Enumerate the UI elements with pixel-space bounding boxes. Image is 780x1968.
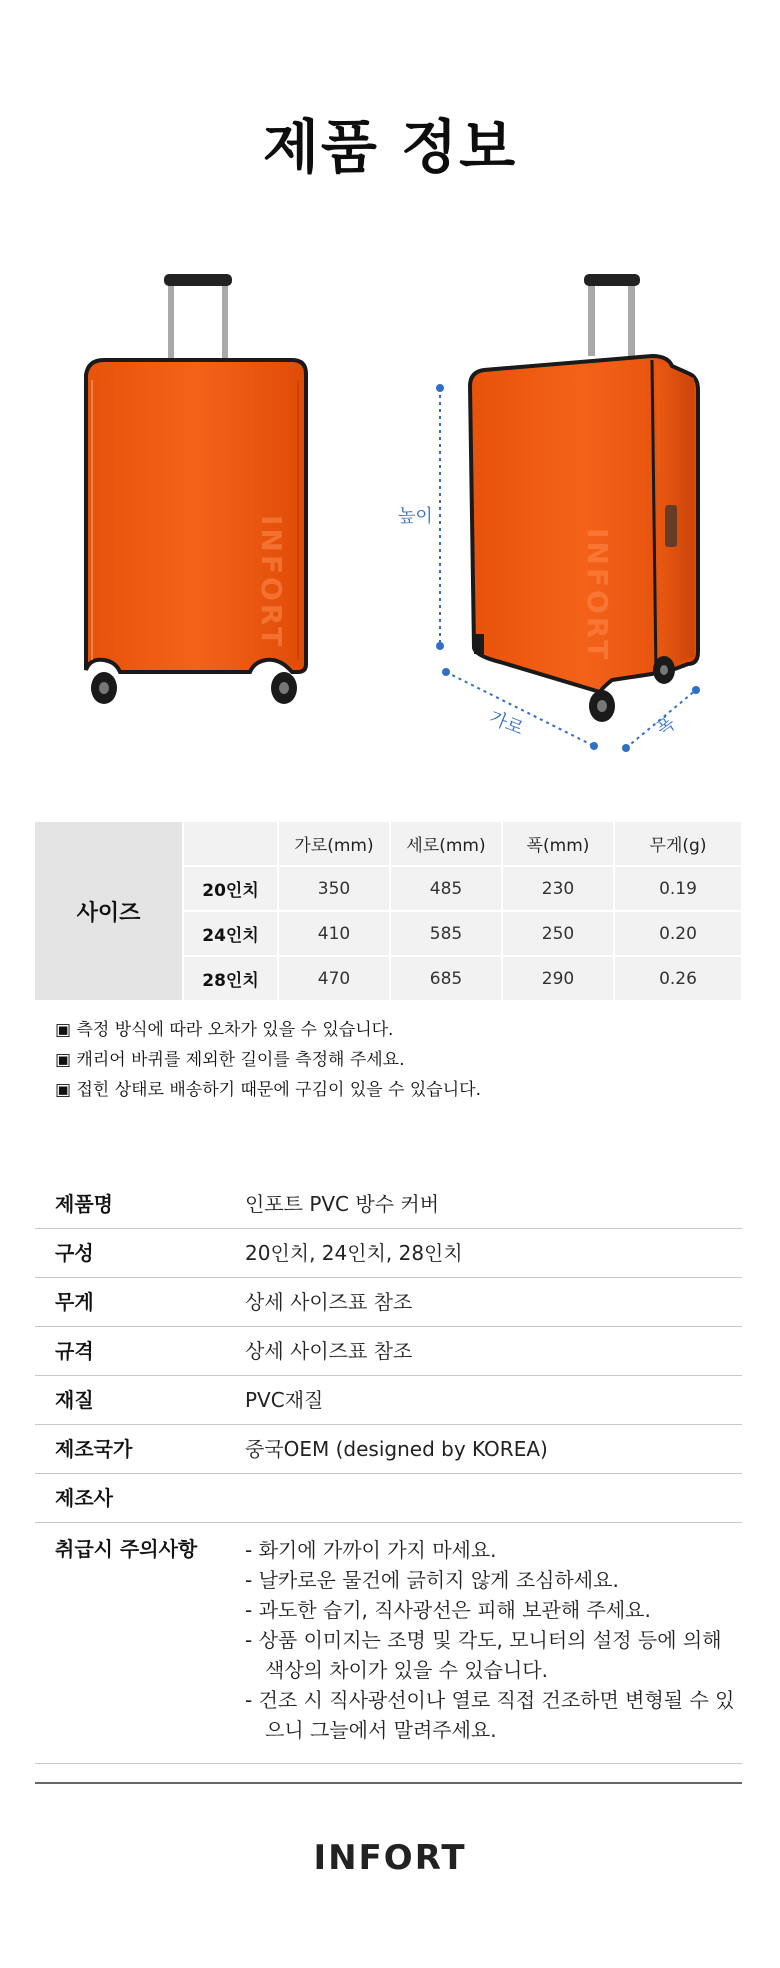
height-label: 높이 [398,506,433,527]
caution-item: - 과도한 습기, 직사광선은 피해 보관해 주세요. [245,1598,651,1622]
spec-label: 취급시 주의사항 [35,1523,245,1764]
table-cell: 250 [502,911,614,956]
page-title: 제품 정보 [262,113,518,181]
size-label: 28인치 [183,956,278,1001]
table-cell: 685 [390,956,502,1001]
spec-value: 상세 사이즈표 참조 [245,1278,742,1327]
spec-label: 무게 [35,1278,245,1327]
product-photos [0,260,780,780]
spec-label: 구성 [35,1229,245,1278]
cover-logo-side: INFORT [581,528,614,663]
column-header: 무게(g) [614,822,742,866]
caution-item: - 건조 시 직사광선이나 열로 직접 건조하면 변형될 수 있으니 그늘에서 말려주세요. [245,1688,735,1742]
caution-list [245,1523,742,1764]
table-cell: 0.20 [614,911,742,956]
spec-value: 상세 사이즈표 참조 [245,1327,742,1376]
spec-row [35,1278,742,1327]
spec-value: PVC재질 [245,1376,742,1425]
size-label: 24인치 [183,911,278,956]
table-cell: 350 [278,866,390,911]
column-header: 세로(mm) [390,822,502,866]
size-table-header [35,822,742,866]
caution-item: - 화기에 가까이 가지 마세요. [245,1538,497,1562]
caution-item: - 날카로운 물건에 긁히지 않게 조심하세요. [245,1568,619,1592]
note-item: ▣ 캐리어 바퀴를 제외한 길이를 측정해 주세요. [55,1050,405,1070]
size-row-header: 사이즈 [35,822,183,1001]
spec-label: 제조국가 [35,1425,245,1474]
table-cell: 585 [390,911,502,956]
spec-label: 재질 [35,1376,245,1425]
caution-item: - 상품 이미지는 조명 및 각도, 모니터의 설정 등에 의해 색상의 차이가 있을 수 있습니다. [245,1628,722,1682]
spec-value: 인포트 PVC 방수 커버 [245,1180,742,1229]
table-cell: 0.19 [614,866,742,911]
spec-row-cautions [35,1523,742,1764]
depth-label: 폭 [652,712,680,741]
spec-label: 규격 [35,1327,245,1376]
spec-value: 20인치, 24인치, 28인치 [245,1229,742,1278]
spec-row [35,1327,742,1376]
table-cell: 290 [502,956,614,1001]
note-item: ▣ 접힌 상태로 배송하기 때문에 구김이 있을 수 있습니다. [55,1080,481,1100]
table-cell: 485 [390,866,502,911]
width-label: 가로 [486,707,527,740]
spec-row [35,1180,742,1229]
brand-logo: INFORT [313,1838,467,1878]
suitcase-front-view [86,274,306,704]
spec-value [245,1474,742,1523]
spec-row [35,1474,742,1523]
measurement-notes [55,1015,481,1105]
spec-label: 제품명 [35,1180,245,1229]
table-cell: 410 [278,911,390,956]
column-header: 폭(mm) [502,822,614,866]
spec-row [35,1376,742,1425]
column-header: 가로(mm) [278,822,390,866]
spec-row [35,1229,742,1278]
footer-divider [35,1782,742,1784]
size-label: 20인치 [183,866,278,911]
spec-row [35,1425,742,1474]
table-cell: 470 [278,956,390,1001]
table-cell: 0.26 [614,956,742,1001]
spec-label: 제조사 [35,1474,245,1523]
size-table [35,822,743,1002]
note-item: ▣ 측정 방식에 따라 오차가 있을 수 있습니다. [55,1020,394,1040]
cover-logo-front: INFORT [255,515,288,650]
table-cell: 230 [502,866,614,911]
spec-table [35,1180,742,1764]
suitcase-angled-view [470,274,698,722]
spec-value: 중국OEM (designed by KOREA) [245,1425,742,1474]
